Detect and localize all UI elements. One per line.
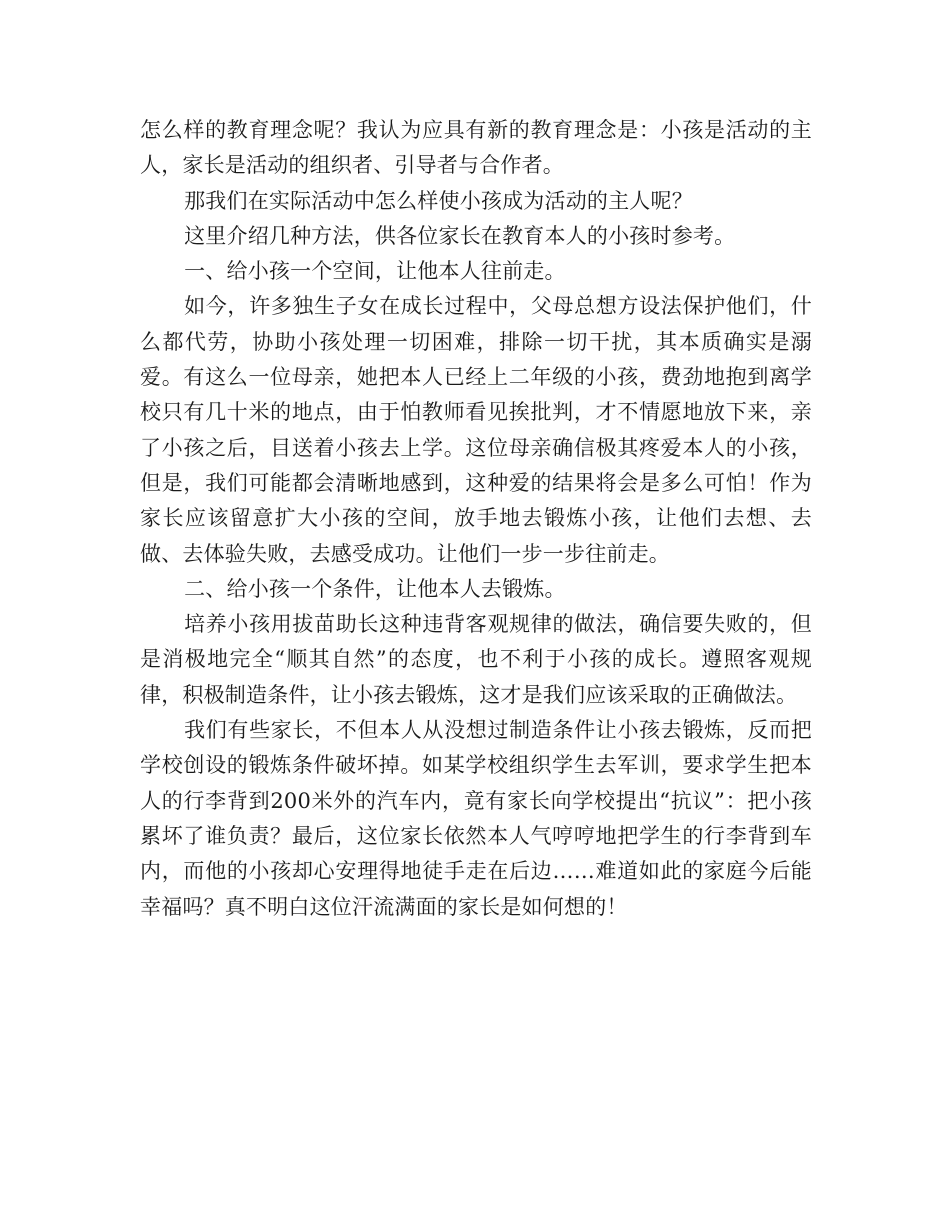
paragraph-2: 那我们在实际活动中怎么样使小孩成为活动的主人呢？	[184, 188, 693, 213]
paragraph-4: 如今，许多独生子女在成长过程中，父母总想方设法保护他们，什么都代劳，协助小孩处理一切困难，排除一切干扰，其本质确实是溺爱。有这么一位母亲，她把本人已经上二年级的小孩，费劲地抱到离学校只有几十米的地点，由于怕教师看见挨批判，才不情愿地放下来，亲了小孩之后，目送着小孩去上学。这位母亲确信极其疼爱本人的小孩，但是，我们可能都会清晰地感到，这种爱的结果将会是多么可怕！作为家长应该留意扩大小孩的空间，放手地去锻炼小孩，让他们去想、去做、去体验失败，去感受成功。让他们一步一步往前走。	[140, 294, 812, 566]
section-heading-2: 二、给小孩一个条件，让他本人去锻炼。	[184, 576, 566, 601]
paragraph-3: 这里介绍几种方法，供各位家长在教育本人的小孩时参考。	[184, 223, 736, 248]
paragraph-1: 怎么样的教育理念呢？我认为应具有新的教育理念是：小孩是活动的主人，家长是活动的组织者、引导者与合作者。	[140, 118, 812, 178]
paragraph-6: 我们有些家长，不但本人从没想过制造条件让小孩去锻炼，反而把学校创设的锻炼条件破坏掉。如某学校组织学生去军训，要求学生把本人的行李背到200米外的汽车内，竟有家长向学校提出“抗议”：把小孩累坏了谁负责？最后，这位家长依然本人气哼哼地把学生的行李背到车内，而他的小孩却心安理得地徒手走在后边……难道如此的家庭今后能幸福吗？真不明白这位汗流满面的家长是如何想的！	[140, 718, 812, 919]
section-heading-1: 一、给小孩一个空间，让他本人往前走。	[184, 259, 566, 284]
document-body	[140, 113, 812, 925]
paragraph-5: 培养小孩用拔苗助长这种违背客观规律的做法，确信要失败的，但是消极地完全“顺其自然”的态度，也不利于小孩的成长。遵照客观规律，积极制造条件，让小孩去锻炼，这才是我们应该采取的正确做法。	[140, 612, 812, 707]
